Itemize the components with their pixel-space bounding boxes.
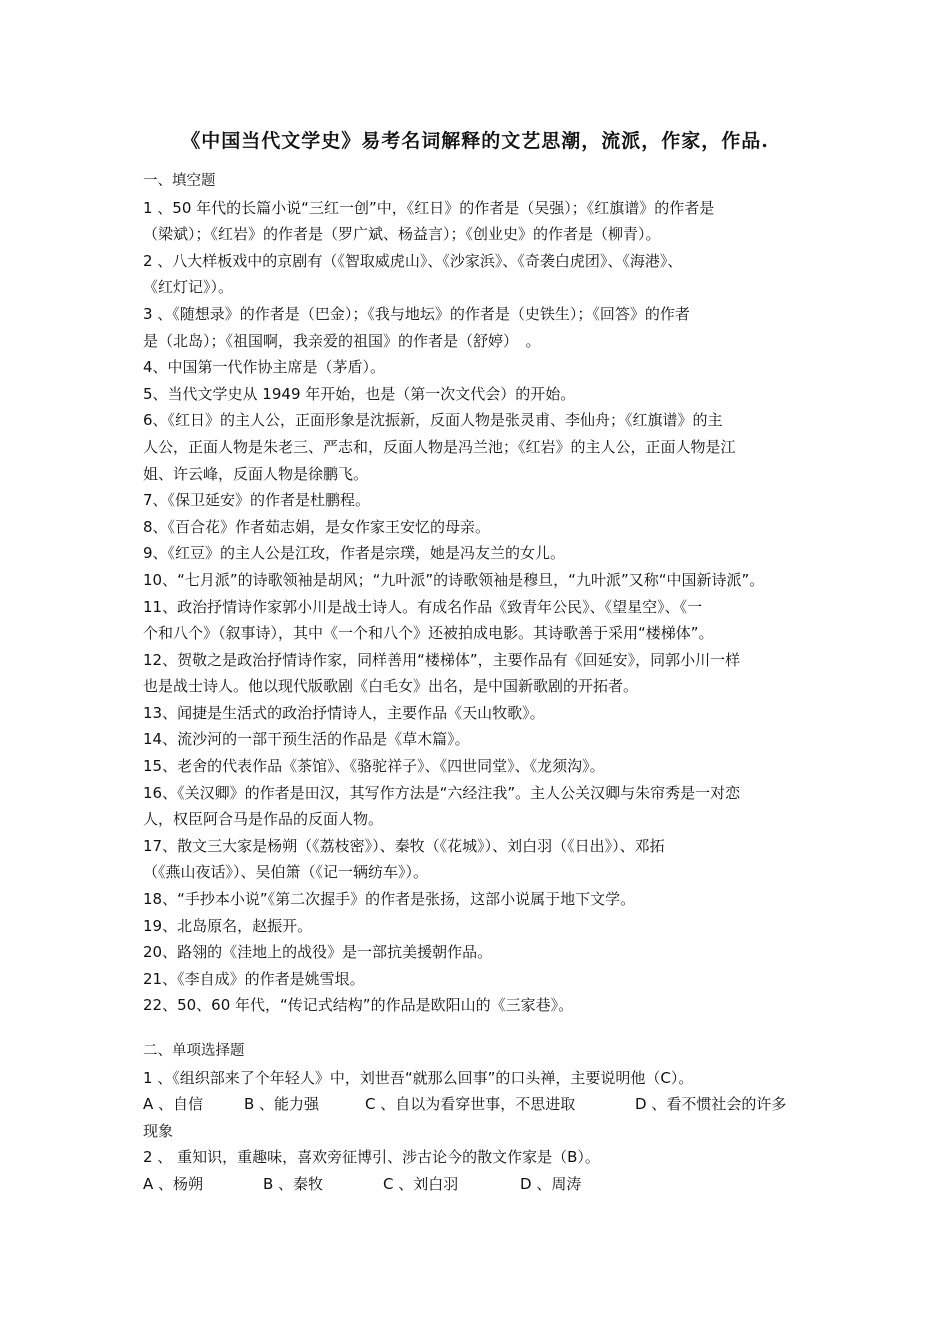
- fill-blank-list: [143, 195, 833, 1019]
- section-gap: [143, 1019, 833, 1038]
- question-2-options: [143, 1171, 833, 1198]
- fill-blank-line: 10、“七月派”的诗歌领袖是胡风；“九叶派”的诗歌领袖是穆旦，“九叶派”又称“中国新诗派”。: [143, 570, 765, 589]
- fill-blank-line: 15、老舍的代表作品《茶馆》、《骆驼祥子》、《四世同堂》、《龙须沟》。: [143, 757, 605, 776]
- fill-blank-line: 8、《百合花》作者茹志娟，是女作家王安忆的母亲。: [143, 517, 491, 536]
- fill-blank-line: 也是战士诗人。他以现代版歌剧《白毛女》出名，是中国新歌剧的开拓者。: [143, 677, 639, 696]
- question-2-option-a: A 、杨朔: [143, 1174, 204, 1193]
- fill-blank-line: 4、中国第一代作协主席是（茅盾）。: [143, 358, 386, 377]
- fill-blank-line: 14、流沙河的一部干预生活的作品是《草木篇》。: [143, 730, 470, 749]
- question-1-option-d: D 、看不惯社会的许多: [635, 1095, 787, 1114]
- fill-blank-line: 16、《关汉卿》的作者是田汉，其写作方法是“六经注我”。主人公关汉卿与朱帘秀是一对恋: [143, 783, 741, 802]
- question-1-stem: 1 、《组织部来了个年轻人》中，刘世吾“就那么回事”的口头禅，主要说明他（C）。: [143, 1068, 694, 1087]
- fill-blank-line: 《红灯记》）。: [143, 278, 234, 297]
- document-title: 《中国当代文学史》易考名词解释的文艺思潮，流派，作家，作品.: [181, 130, 769, 152]
- fill-blank-line: 11、政治抒情诗作家郭小川是战士诗人。有成名作品《致青年公民》、《望星空》、《一: [143, 597, 703, 616]
- fill-blank-line: 7、《保卫延安》的作者是杜鹏程。: [143, 491, 371, 510]
- question-1-option-c: C 、自以为看穿世事，不思进取: [365, 1095, 576, 1114]
- fill-blank-line: 13、闻捷是生活式的政治抒情诗人，主要作品《天山牧歌》。: [143, 703, 545, 722]
- question-2-option-c: C 、刘白羽: [383, 1174, 459, 1193]
- fill-blank-line: 人公，正面人物是朱老三、严志和，反面人物是冯兰池；《红岩》的主人公，正面人物是江: [143, 437, 736, 456]
- fill-blank-line: 人，权臣阿合马是作品的反面人物。: [143, 810, 384, 829]
- document-body: [143, 168, 833, 1198]
- question-1-option-d-continuation: 现象: [143, 1121, 174, 1140]
- question-2-option-b: B 、秦牧: [263, 1174, 324, 1193]
- question-1-options: [143, 1091, 833, 1118]
- fill-blank-line: 9、《红豆》的主人公是江玫，作者是宗璞，她是冯友兰的女儿。: [143, 544, 566, 563]
- question-2-option-d: D 、周涛: [520, 1174, 582, 1193]
- fill-blank-line: 12、贺敬之是政治抒情诗作家，同样善用“楼梯体”，主要作品有《回延安》，同郭小川一样: [143, 650, 741, 669]
- question-1-option-a: A 、自信: [143, 1095, 204, 1114]
- fill-blank-line: 22、50、60 年代，“传记式结构”的作品是欧阳山的《三家巷》。: [143, 996, 574, 1015]
- fill-blank-line: 1 、50 年代的长篇小说“三红一创”中，《红日》的作者是（吴强）；《红旗谱》的作者是: [143, 198, 715, 217]
- fill-blank-line: （梁斌）；《红岩》的作者是（罗广斌、杨益言）；《创业史》的作者是（柳青）。: [143, 225, 661, 244]
- fill-blank-line: 个和八个》（叙事诗），其中《一个和八个》还被拍成电影。其诗歌善于采用“楼梯体”。: [143, 624, 714, 643]
- question-1-option-b: B 、能力强: [244, 1095, 320, 1114]
- fill-blank-line: 19、北岛原名，赵振开。: [143, 916, 313, 935]
- fill-blank-line: 6、《红日》的主人公，正面形象是沈振新，反面人物是张灵甫、李仙舟；《红旗谱》的主: [143, 411, 723, 430]
- section-heading-single-choice: 二、单项选择题: [143, 1043, 245, 1059]
- fill-blank-line: 17、散文三大家是杨朔（《荔枝密》）、秦牧（《花城》）、刘白羽（《日出》）、邓拓: [143, 836, 665, 855]
- fill-blank-line: 21、《李自成》的作者是姚雪垠。: [143, 969, 365, 988]
- fill-blank-line: （《燕山夜话》）、吴伯箫（《记一辆纺车》）。: [143, 863, 429, 882]
- fill-blank-line: 姐、许云峰，反面人物是徐鹏飞。: [143, 464, 369, 483]
- fill-blank-line: 18、“手抄本小说”《第二次握手》的作者是张扬，这部小说属于地下文学。: [143, 890, 636, 909]
- question-2-stem: 2 、 重知识，重趣味，喜欢旁征博引、涉古论今的散文作家是（B）。: [143, 1148, 600, 1167]
- fill-blank-line: 20、路翎的《洼地上的战役》是一部抗美援朝作品。: [143, 943, 493, 962]
- fill-blank-line: 是（北岛）；《祖国啊，我亲爱的祖国》的作者是（舒婷） 。: [143, 331, 541, 350]
- fill-blank-line: 2 、八大样板戏中的京剧有（《智取威虎山》、《沙家浜》、《奇袭白虎团》、《海港》、: [143, 251, 683, 270]
- fill-blank-line: 5、当代文学史从 1949 年开始，也是（第一次文代会）的开始。: [143, 384, 576, 403]
- fill-blank-line: 3 、《随想录》的作者是（巴金）；《我与地坛》的作者是（史铁生）；《回答》的作者: [143, 304, 690, 323]
- section-heading-fill-blank: 一、填空题: [143, 173, 216, 189]
